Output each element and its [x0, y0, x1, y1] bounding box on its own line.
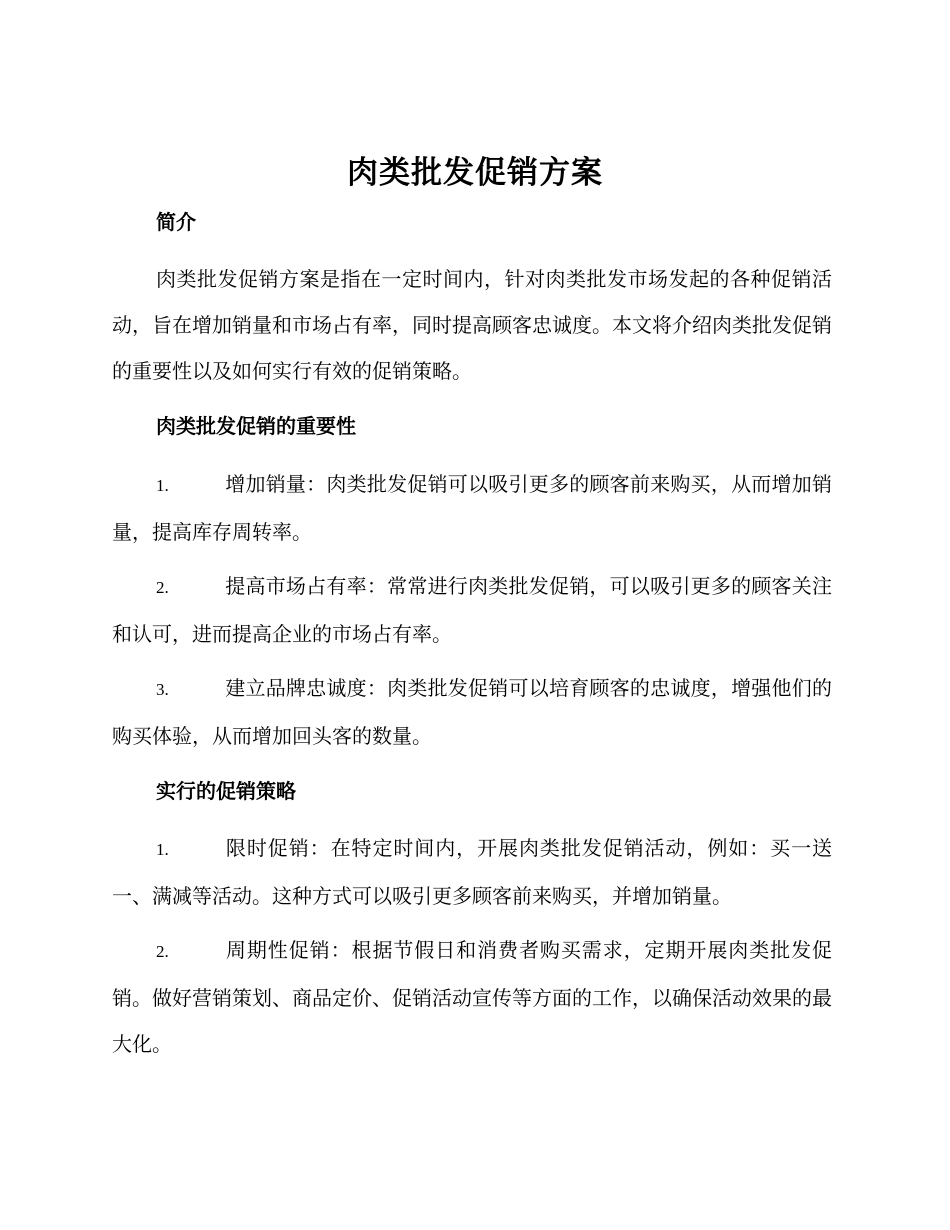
list-item — [112, 563, 832, 657]
list-item-text: 周期性促销：根据节假日和消费者购买需求，定期开展肉类批发促销。做好营销策划、商品定价、促销活动宣传等方面的工作，以确保活动效果的最大化。 — [112, 938, 832, 1056]
list-item — [112, 825, 832, 919]
intro-paragraph: 肉类批发促销方案是指在一定时间内，针对肉类批发市场发起的各种促销活动，旨在增加销量和市场占有率，同时提高顾客忠诚度。本文将介绍肉类批发促销的重要性以及如何实行有效的促销策略。 — [112, 267, 832, 383]
list-item-text: 增加销量：肉类批发促销可以吸引更多的顾客前来购买，从而增加销量，提高库存周转率。 — [112, 472, 832, 544]
section-heading-importance: 肉类批发促销的重要性 — [156, 414, 356, 438]
list-item-number: 1. — [156, 476, 169, 495]
list-item — [112, 461, 832, 555]
section-heading-strategies: 实行的促销策略 — [156, 779, 296, 803]
list-item-number: 1. — [156, 840, 169, 859]
list-item-number: 3. — [156, 680, 169, 699]
document-title: 肉类批发促销方案 — [347, 155, 603, 191]
list-item — [112, 665, 832, 759]
list-item-number: 2. — [156, 578, 169, 597]
list-item-number: 2. — [156, 942, 169, 961]
section-heading-intro: 简介 — [156, 210, 196, 234]
list-item-text: 限时促销：在特定时间内，开展肉类批发促销活动，例如：买一送一、满减等活动。这种方式可以吸引更多顾客前来购买，并增加销量。 — [112, 836, 832, 908]
list-item — [112, 927, 832, 1067]
list-item-text: 建立品牌忠诚度：肉类批发促销可以培育顾客的忠诚度，增强他们的购买体验，从而增加回头客的数量。 — [112, 676, 832, 748]
list-item-text: 提高市场占有率：常常进行肉类批发促销，可以吸引更多的顾客关注和认可，进而提高企业的市场占有率。 — [112, 574, 832, 646]
